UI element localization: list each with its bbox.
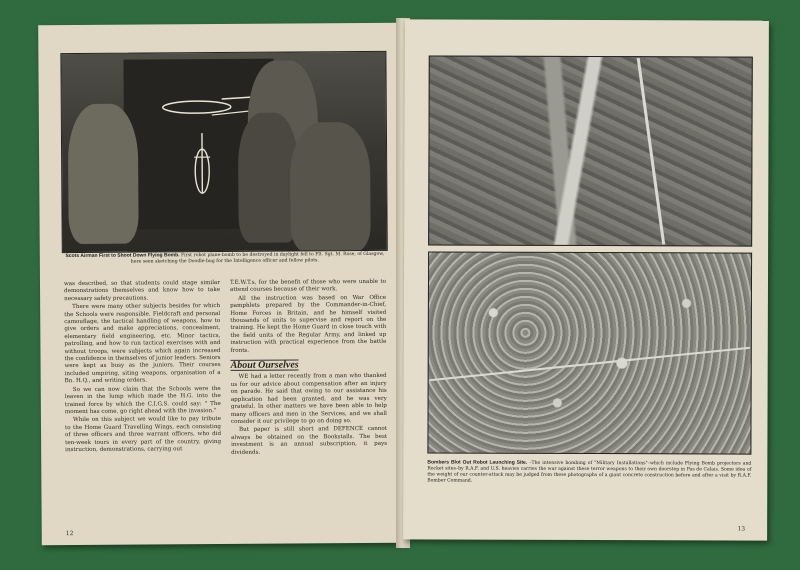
paragraph: was described, so that students could stage similar demonstrations themselves and know how to take necessary safety precautions. (63, 280, 221, 302)
paragraph: While on this subject we would like to pay tribute to the Home Guard Travelling Wings, each consisting of three officers and three warrant officers, who did ten-week tours in every part of the country, giving instruction, demonstrations, carrying out (64, 416, 222, 454)
airman-figure (68, 104, 139, 244)
section-heading: About Ourselves (230, 359, 299, 371)
aerial-caption-title: Bombers Blot Out Robot Launching Site. (427, 459, 528, 466)
page-number: 13 (737, 525, 746, 533)
aerial-caption (427, 459, 751, 485)
page-number: 12 (65, 530, 74, 538)
left-column-1 (64, 280, 221, 455)
aerial-caption-text: –The intensive bombing of "Military Installations"–which include Flying Bomb projectors and Rocket sites–by R.A.F. and U.S. heavies carries the war against these terror weapons to their own doorstep in Pas de Calais. Some idea of the weight of our counter-attack may be judged from these photographs of a giant concrete construction before and after a visit by R.A.F. Bomber Command. (427, 460, 752, 484)
airman-figure (290, 122, 371, 253)
paragraph: T.E.W.T.s, for the benefit of those who were unable to attend courses because of their work. (229, 278, 387, 294)
paragraph: But paper is still short and DEFENCE cannot always be obtained on the Bookstalls. The best investment is an annual subscription, it pays dividends. (231, 426, 388, 456)
paragraph: There were many other subjects besides for which the Schools were responsible. Fieldcraft and personal camouflage, the tactical handling of weapons, how to give orders and make appreciations, concealment, elementary field engineering, etc. Minor tactics, patrolling, and how to run tactical exercises with and without troops, were subjects which again increased the confidence in themselves of junior leaders. Seniors were kept as busy as the juniors. Their courses included umpiring, siting weapons, organisation of a Bn. H.Q., and writing orders. (64, 303, 221, 385)
photo-caption (62, 251, 388, 266)
aerial-photo-before (428, 55, 753, 246)
road-line (429, 347, 750, 382)
left-column-2 (230, 279, 387, 458)
airmen-photo (60, 51, 387, 253)
photo-caption-title: Scots Airman First to Shoot Down Flying Bomb. (65, 252, 180, 260)
photo-caption-text: First robot plane-bomb to be destroyed in daylight fell to Flt. Sgt. M. Rose, of Glasgow, here seen sketching the Doodle-bug for the Intelligence officer and fellow pilots. (130, 251, 385, 265)
road-line (637, 58, 665, 245)
right-page (403, 19, 769, 540)
paragraph: All the instruction was based on War Office pamphlets prepared by the Commander-in-Chief, Home Forces in Britain, and he himself visited thousands of units to supervise and report on the training. He kept the Home Guard in close touch with the field units of the Regular Army, and linked up instruction with practical experience from the battle fronts. (230, 294, 387, 354)
left-page (38, 23, 404, 546)
booklet (40, 18, 768, 546)
paragraph: So we can now claim that the Schools were the leaven in the lump which made the H.G. into the trained force by which the C.I.G.S. could say: " The moment has come, go right ahead with the invasion." (64, 385, 221, 415)
paragraph: WE had a letter recently from a man who thanked us for our advice about compensation after an injury on parade. He said that owing to our assistance his application had been granted, and he was very grateful. In other matters we have been able to help many officers and men in the Services, and we shall consider it our privilege to go on doing so. (230, 373, 387, 425)
aerial-photo-after (427, 251, 752, 454)
